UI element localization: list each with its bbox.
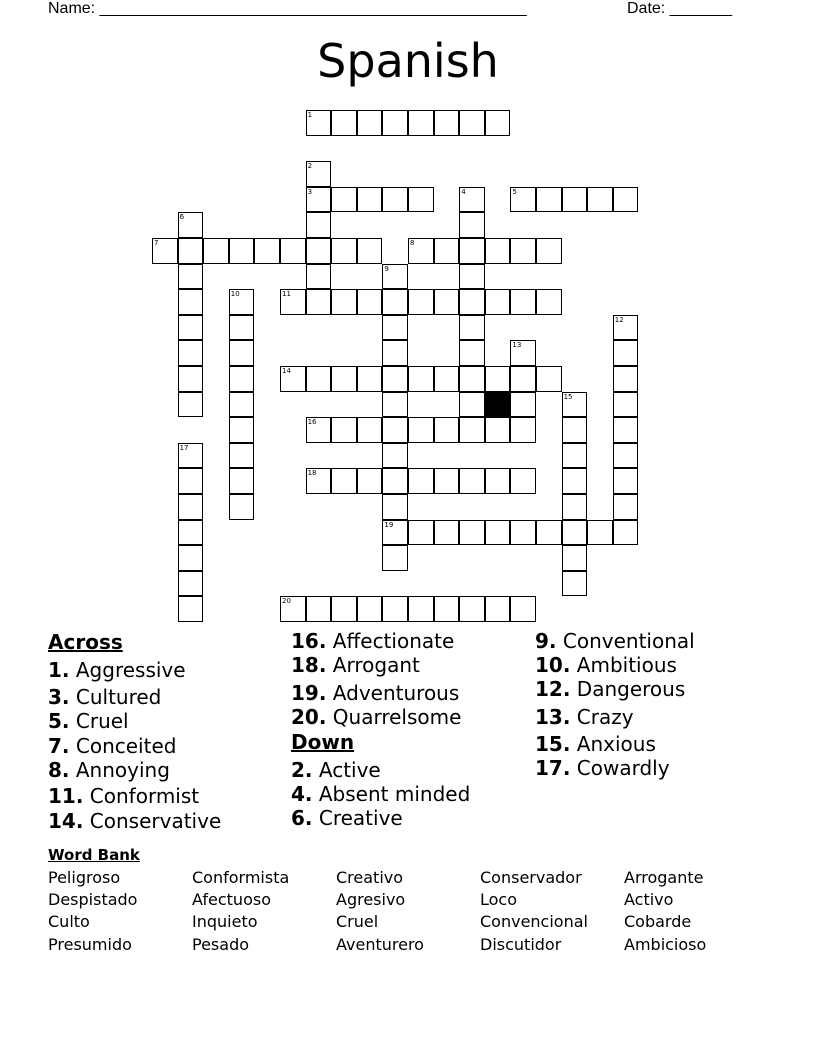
grid-cell[interactable] [408,417,434,443]
clue-text: Conservative [89,809,222,833]
clue-number: 20. [291,705,327,729]
grid-cell[interactable] [408,238,434,264]
across-clue [48,784,199,808]
clue-number: 3 [307,187,313,196]
grid-cell[interactable] [306,212,332,238]
grid-cell[interactable] [229,443,255,469]
word-bank-item: Ambicioso [624,935,707,954]
grid-cell[interactable] [357,596,383,622]
grid-cell[interactable] [357,187,383,213]
clue-number: 18 [307,469,317,478]
grid-cell[interactable] [434,238,460,264]
grid-cell[interactable] [331,187,357,213]
clue-number: 20 [282,597,291,606]
clue-text: Adventurous [332,681,460,705]
clue-text: Absent minded [318,782,471,806]
clue-number: 16 [307,418,317,427]
word-bank-item: Aventurero [336,935,424,954]
grid-cell[interactable] [306,468,332,494]
down-heading: Down [291,730,355,754]
clue-number: 7. [48,734,70,758]
across-clue [291,629,454,653]
grid-cell[interactable] [408,187,434,213]
grid-cell[interactable] [459,238,485,264]
word-bank-item: Discutidor [480,935,562,954]
grid-cell[interactable] [178,443,204,469]
down-clue [535,756,670,780]
grid-cell[interactable] [178,315,204,341]
clue-number: 17. [535,756,571,780]
grid-cell[interactable] [510,596,536,622]
grid-cell[interactable] [613,468,639,494]
grid-cell[interactable] [229,366,255,392]
grid-cell[interactable] [357,110,383,136]
grid-cell[interactable] [408,366,434,392]
down-clue [535,653,677,677]
clue-text: Cowardly [576,756,670,780]
grid-cell[interactable] [229,417,255,443]
across-clue [291,705,461,729]
word-bank-item: Conservador [480,868,582,887]
word-bank-item: Creativo [336,868,404,887]
grid-cell[interactable] [331,110,357,136]
down-clue [291,782,470,806]
grid-cell[interactable] [510,468,536,494]
grid-cell[interactable] [382,494,408,520]
grid-cell[interactable] [331,366,357,392]
word-bank-item: Cobarde [624,912,692,931]
grid-cell[interactable] [178,264,204,290]
grid-cell[interactable] [229,315,255,341]
grid-cell[interactable] [510,238,536,264]
grid-cell[interactable] [562,187,588,213]
grid-cell[interactable] [178,392,204,418]
clue-text: Conventional [562,629,695,653]
clue-number: 14. [48,809,84,833]
clue-number: 12 [614,315,624,324]
grid-cell[interactable] [459,392,485,418]
clue-number: 3. [48,685,70,709]
down-clue [291,758,381,782]
grid-cell[interactable] [434,110,460,136]
black-square [485,392,511,418]
clue-text: Creative [318,806,403,830]
clue-text: Ambitious [576,653,677,677]
grid-cell[interactable] [178,238,204,264]
grid-cell[interactable] [408,596,434,622]
clue-number: 19 [384,520,394,529]
grid-cell[interactable] [587,187,613,213]
grid-cell[interactable] [562,571,588,597]
grid-cell[interactable] [229,289,255,315]
grid-cell[interactable] [357,289,383,315]
down-clue [535,732,656,756]
grid-cell[interactable] [613,340,639,366]
down-clue [535,629,695,653]
grid-cell[interactable] [459,417,485,443]
word-bank-item: Activo [624,890,674,909]
date-field[interactable]: Date: _______ [627,0,732,17]
grid-cell[interactable] [510,289,536,315]
grid-cell[interactable] [306,110,332,136]
grid-cell[interactable] [382,315,408,341]
across-clue [291,653,420,677]
clue-number: 10 [230,290,240,299]
grid-cell[interactable] [459,289,485,315]
grid-cell[interactable] [178,520,204,546]
grid-cell[interactable] [459,264,485,290]
grid-cell[interactable] [510,366,536,392]
grid-cell[interactable] [306,596,332,622]
clue-text: Aggressive [75,658,186,682]
grid-cell[interactable] [331,289,357,315]
grid-cell[interactable] [536,366,562,392]
grid-cell[interactable] [382,187,408,213]
grid-cell[interactable] [229,392,255,418]
grid-cell[interactable] [510,187,536,213]
clue-number: 14 [282,367,291,375]
grid-cell[interactable] [562,392,588,418]
clue-number: 4. [291,782,313,806]
grid-cell[interactable] [178,596,204,622]
grid-cell[interactable] [562,468,588,494]
grid-cell[interactable] [382,596,408,622]
grid-cell[interactable] [434,468,460,494]
grid-cell[interactable] [613,417,639,443]
grid-cell[interactable] [382,366,408,392]
clue-number: 1. [48,658,70,682]
across-clue [48,734,176,758]
grid-cell[interactable] [306,238,332,264]
word-bank-item: Inquieto [192,912,258,931]
word-bank-item: Conformista [192,868,290,887]
grid-cell[interactable] [178,212,204,238]
grid-cell[interactable] [536,289,562,315]
grid-cell[interactable] [382,520,408,546]
grid-cell[interactable] [434,366,460,392]
word-bank-item: Loco [480,890,518,909]
word-bank-item: Arrogante [624,868,704,887]
grid-cell[interactable] [229,238,255,264]
grid-cell[interactable] [562,545,588,571]
grid-cell[interactable] [459,110,485,136]
grid-cell[interactable] [536,187,562,213]
clue-number: 13 [512,341,522,350]
grid-cell[interactable] [587,520,613,546]
grid-cell[interactable] [382,110,408,136]
across-clue [48,758,170,782]
grid-cell[interactable] [306,417,332,443]
grid-cell[interactable] [485,366,511,392]
word-bank-item: Culto [48,912,90,931]
grid-cell[interactable] [510,520,536,546]
grid-cell[interactable] [459,520,485,546]
name-field[interactable]: Name: ________________________________________________ [48,0,527,17]
grid-cell[interactable] [178,545,204,571]
grid-cell[interactable] [331,417,357,443]
clue-text: Cultured [75,685,162,709]
grid-cell[interactable] [459,468,485,494]
grid-cell[interactable] [613,392,639,418]
clue-number: 11. [48,784,84,808]
grid-cell[interactable] [613,443,639,469]
grid-cell[interactable] [434,417,460,443]
grid-cell[interactable] [178,366,204,392]
across-clue [48,809,221,833]
clue-text: Anxious [576,732,656,756]
word-bank-item: Afectuoso [192,890,271,909]
grid-cell[interactable] [613,187,639,213]
down-clue [535,705,634,729]
clue-text: Arrogant [332,653,420,677]
grid-cell[interactable] [562,494,588,520]
grid-cell[interactable] [152,238,178,264]
grid-cell[interactable] [382,417,408,443]
grid-cell[interactable] [510,392,536,418]
grid-cell[interactable] [357,468,383,494]
clue-number: 15 [563,392,573,401]
grid-cell[interactable] [613,520,639,546]
clue-number: 19. [291,681,327,705]
grid-cell[interactable] [485,417,511,443]
grid-cell[interactable] [382,468,408,494]
grid-cell[interactable] [178,289,204,315]
grid-cell[interactable] [306,366,332,392]
clue-number: 6. [291,806,313,830]
grid-cell[interactable] [510,340,536,366]
clue-number: 8 [410,239,415,247]
grid-cell[interactable] [382,392,408,418]
across-clue [48,709,129,733]
grid-cell[interactable] [434,596,460,622]
grid-cell[interactable] [536,238,562,264]
grid-cell[interactable] [613,315,639,341]
grid-cell[interactable] [306,161,332,187]
grid-cell[interactable] [178,571,204,597]
grid-cell[interactable] [459,315,485,341]
grid-cell[interactable] [459,596,485,622]
clue-number: 15. [535,732,571,756]
clue-number: 4 [461,187,466,196]
grid-cell[interactable] [382,545,408,571]
grid-cell[interactable] [485,289,511,315]
grid-cell[interactable] [613,366,639,392]
grid-cell[interactable] [434,520,460,546]
word-bank-item: Pesado [192,935,250,954]
grid-cell[interactable] [408,520,434,546]
clue-number: 12. [535,677,571,701]
clue-number: 1 [307,111,313,119]
clue-text: Active [318,758,381,782]
clue-text: Affectionate [332,629,455,653]
grid-cell[interactable] [434,289,460,315]
page-title: Spanish [317,34,499,88]
clue-number: 18. [291,653,327,677]
word-bank-item: Agresivo [336,890,406,909]
grid-cell[interactable] [357,238,383,264]
clue-number: 7 [154,239,159,247]
grid-cell[interactable] [562,417,588,443]
clue-number: 6 [179,213,185,222]
clue-text: Conformist [89,784,200,808]
grid-cell[interactable] [459,212,485,238]
grid-cell[interactable] [485,520,511,546]
word-bank-item: Cruel [336,912,379,931]
word-bank-item: Presumido [48,935,132,954]
grid-cell[interactable] [510,417,536,443]
grid-cell[interactable] [382,289,408,315]
grid-cell[interactable] [459,366,485,392]
word-bank-heading: Word Bank [48,846,140,864]
clue-number: 5. [48,709,70,733]
clue-text: Cruel [75,709,129,733]
clue-number: 17 [179,443,189,452]
clue-text: Conceited [75,734,177,758]
grid-cell[interactable] [485,596,511,622]
word-bank-item: Convencional [480,912,588,931]
grid-cell[interactable] [203,238,229,264]
across-heading: Across [48,630,123,654]
clue-number: 9. [535,629,557,653]
clue-number: 5 [512,187,517,196]
clue-text: Dangerous [576,677,686,701]
down-clue [291,806,403,830]
grid-cell[interactable] [280,366,306,392]
grid-cell[interactable] [459,340,485,366]
clue-number: 11 [282,290,291,299]
word-bank-item: Despistado [48,890,138,909]
clue-number: 2 [307,162,313,171]
word-bank-item: Peligroso [48,868,121,887]
grid-cell[interactable] [357,417,383,443]
grid-cell[interactable] [331,238,357,264]
grid-cell[interactable] [331,596,357,622]
clue-number: 16. [291,629,327,653]
grid-cell[interactable] [178,468,204,494]
across-clue [48,685,161,709]
clue-number: 9 [384,264,389,273]
grid-cell[interactable] [357,366,383,392]
across-clue [48,658,186,682]
grid-cell[interactable] [280,238,306,264]
grid-cell[interactable] [485,110,511,136]
grid-cell[interactable] [229,340,255,366]
clue-text: Quarrelsome [332,705,462,729]
grid-cell[interactable] [178,494,204,520]
grid-cell[interactable] [306,264,332,290]
grid-cell[interactable] [408,468,434,494]
grid-cell[interactable] [178,340,204,366]
clue-number: 10. [535,653,571,677]
grid-cell[interactable] [408,289,434,315]
clue-number: 8. [48,758,70,782]
grid-cell[interactable] [613,494,639,520]
grid-cell[interactable] [562,520,588,546]
grid-cell[interactable] [382,264,408,290]
grid-cell[interactable] [536,520,562,546]
clue-text: Crazy [576,705,634,729]
clue-number: 2. [291,758,313,782]
grid-cell[interactable] [562,443,588,469]
grid-cell[interactable] [229,494,255,520]
grid-cell[interactable] [459,187,485,213]
grid-cell[interactable] [382,443,408,469]
down-clue [535,677,685,701]
across-clue [291,681,459,705]
grid-cell[interactable] [408,110,434,136]
clue-number: 13. [535,705,571,729]
grid-cell[interactable] [331,468,357,494]
grid-cell[interactable] [306,187,332,213]
grid-cell[interactable] [485,238,511,264]
grid-cell[interactable] [280,289,306,315]
grid-cell[interactable] [306,289,332,315]
grid-cell[interactable] [382,340,408,366]
clue-text: Annoying [75,758,170,782]
grid-cell[interactable] [280,596,306,622]
grid-cell[interactable] [485,468,511,494]
grid-cell[interactable] [229,468,255,494]
grid-cell[interactable] [254,238,280,264]
